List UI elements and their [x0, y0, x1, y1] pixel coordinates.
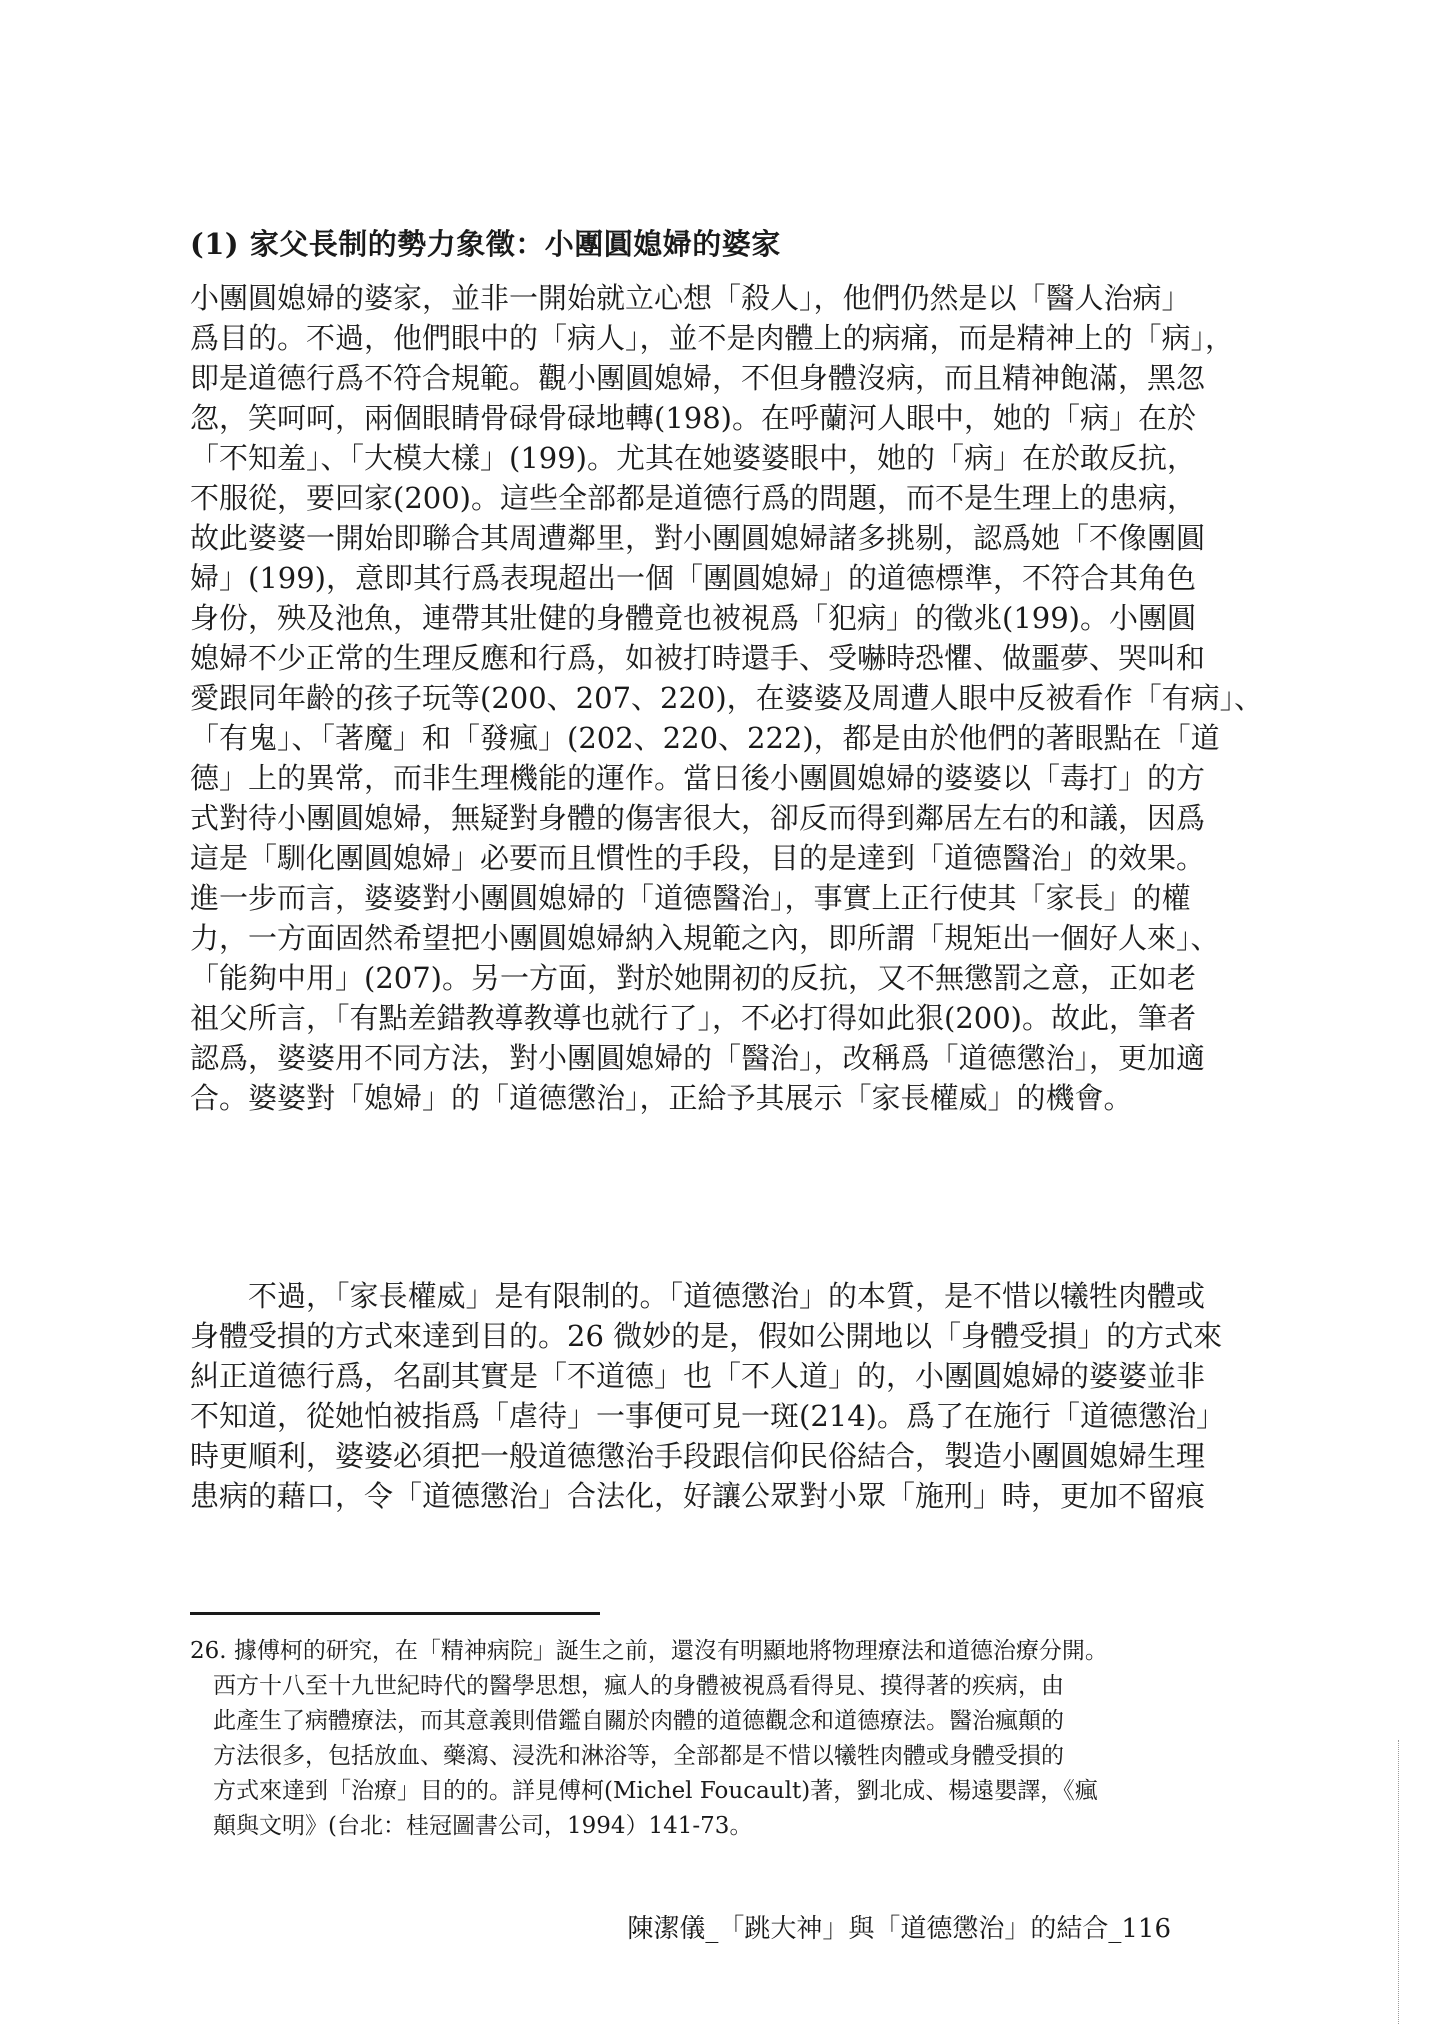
text-line: 力，一方面固然希望把小團圓媳婦納入規範之內，即所謂「規矩出一個好人來」、 — [190, 921, 1220, 955]
text-line: 式對待小團圓媳婦，無疑對身體的傷害很大，卻反而得到鄰居左右的和議，因爲 — [190, 801, 1206, 835]
footnote-line: 此產生了病體療法，而其意義則借鑑自關於肉體的道德觀念和道德療法。醫治瘋顛的 — [190, 1708, 1064, 1734]
text-line: 小團圓媳婦的婆家，並非一開始就立心想「殺人」，他們仍然是以「醫人治病」 — [190, 281, 1191, 315]
text-line: 即是道德行爲不符合規範。觀小團圓媳婦，不但身體沒病，而且精神飽滿，黑忽 — [190, 361, 1206, 395]
text-line: 愛跟同年齡的孩子玩等(200、207、220)，在婆婆及周遭人眼中反被看作「有病」、 — [190, 681, 1264, 715]
text-line: 「有鬼」、「著魔」和「發瘋」(202、220、222)，都是由於他們的著眼點在「道 — [190, 721, 1220, 755]
text-line: 故此婆婆一開始即聯合其周遭鄰里，對小團圓媳婦諸多挑剔，認爲她「不像團圓 — [190, 521, 1206, 555]
scan-edge-divider — [1398, 1740, 1399, 2024]
body-paragraph-1 — [190, 278, 1264, 1118]
body-paragraph-2 — [190, 1276, 1225, 1516]
text-line: 德」上的異常，而非生理機能的運作。當日後小團圓媳婦的婆婆以「毒打」的方 — [190, 761, 1206, 795]
footnote-line: 方式來達到「治療」目的的。詳見傅柯(Michel Foucault)著，劉北成、楊遠嬰譯，《瘋 — [190, 1778, 1098, 1804]
text-line: 進一步而言，婆婆對小團圓媳婦的「道德醫治」，事實上正行使其「家長」的權 — [190, 881, 1191, 915]
text-line: 忽，笑呵呵，兩個眼睛骨碌骨碌地轉(198)。在呼蘭河人眼中，她的「病」在於 — [190, 401, 1196, 435]
footnote-line: 西方十八至十九世紀時代的醫學思想，瘋人的身體被視爲看得見、摸得著的疾病，由 — [190, 1673, 1064, 1699]
text-line: 「不知羞」、「大模大樣」(199)。尤其在她婆婆眼中，她的「病」在於敢反抗， — [190, 441, 1196, 475]
text-line: 身體受損的方式來達到目的。26 微妙的是，假如公開地以「身體受損」的方式來 — [190, 1319, 1223, 1353]
text-line: 患病的藉口，令「道德懲治」合法化，好讓公眾對小眾「施刑」時，更加不留痕 — [190, 1479, 1206, 1513]
text-line: 婦」(199)，意即其行爲表現超出一個「團圓媳婦」的道德標準，不符合其角色 — [190, 561, 1196, 595]
text-line: 這是「馴化團圓媳婦」必要而且慣性的手段，目的是達到「道德醫治」的效果。 — [190, 841, 1206, 875]
footnote-line: 顛與文明》(台北：桂冠圖書公司，1994）141-73。 — [190, 1813, 753, 1839]
text-line: 祖父所言，「有點差錯教導教導也就行了」，不必打得如此狠(200)。故此，筆者 — [190, 1001, 1196, 1035]
text-line: 爲目的。不過，他們眼中的「病人」，並不是肉體上的病痛，而是精神上的「病」， — [190, 321, 1235, 355]
text-line: 時更順利，婆婆必須把一般道德懲治手段跟信仰民俗結合，製造小團圓媳婦生理 — [190, 1439, 1206, 1473]
text-line: 認爲，婆婆用不同方法，對小團圓媳婦的「醫治」，改稱爲「道德懲治」，更加適 — [190, 1041, 1206, 1075]
text-line: 合。婆婆對「媳婦」的「道德懲治」，正給予其展示「家長權威」的機會。 — [190, 1081, 1133, 1115]
text-line: 「能夠中用」(207)。另一方面，對於她開初的反抗，又不無懲罰之意，正如老 — [190, 961, 1196, 995]
footnote-line: 方法很多，包括放血、藥瀉、浸洗和淋浴等，全部都是不惜以犧牲肉體或身體受損的 — [190, 1743, 1064, 1769]
text-line: 糾正道德行爲，名副其實是「不道德」也「不人道」的，小團圓媳婦的婆婆並非 — [190, 1359, 1206, 1393]
footnote-divider — [190, 1612, 600, 1615]
text-line: 不過，「家長權威」是有限制的。「道德懲治」的本質，是不惜以犧牲肉體或 — [190, 1279, 1206, 1313]
footnote-line: 26. 據傅柯的研究，在「精神病院」誕生之前，還沒有明顯地將物理療法和道德治療分開。 — [190, 1638, 1108, 1664]
text-line: 身份，殃及池魚，連帶其壯健的身體竟也被視爲「犯病」的徵兆(199)。小團圓 — [190, 601, 1196, 635]
section-heading: (1) 家父長制的勢力象徵：小團圓媳婦的婆家 — [190, 227, 781, 261]
running-footer: 陳潔儀_「跳大神」與「道德懲治」的結合_116 — [627, 1914, 1171, 1944]
text-line: 不服從，要回家(200)。這些全部都是道德行爲的問題，而不是生理上的患病， — [190, 481, 1196, 515]
footnote-26 — [190, 1634, 1190, 1844]
text-line: 不知道，從她怕被指爲「虐待」一事便可見一斑(214)。爲了在施行「道德懲治」 — [190, 1399, 1225, 1433]
text-line: 媳婦不少正常的生理反應和行爲，如被打時還手、受嚇時恐懼、做噩夢、哭叫和 — [190, 641, 1206, 675]
